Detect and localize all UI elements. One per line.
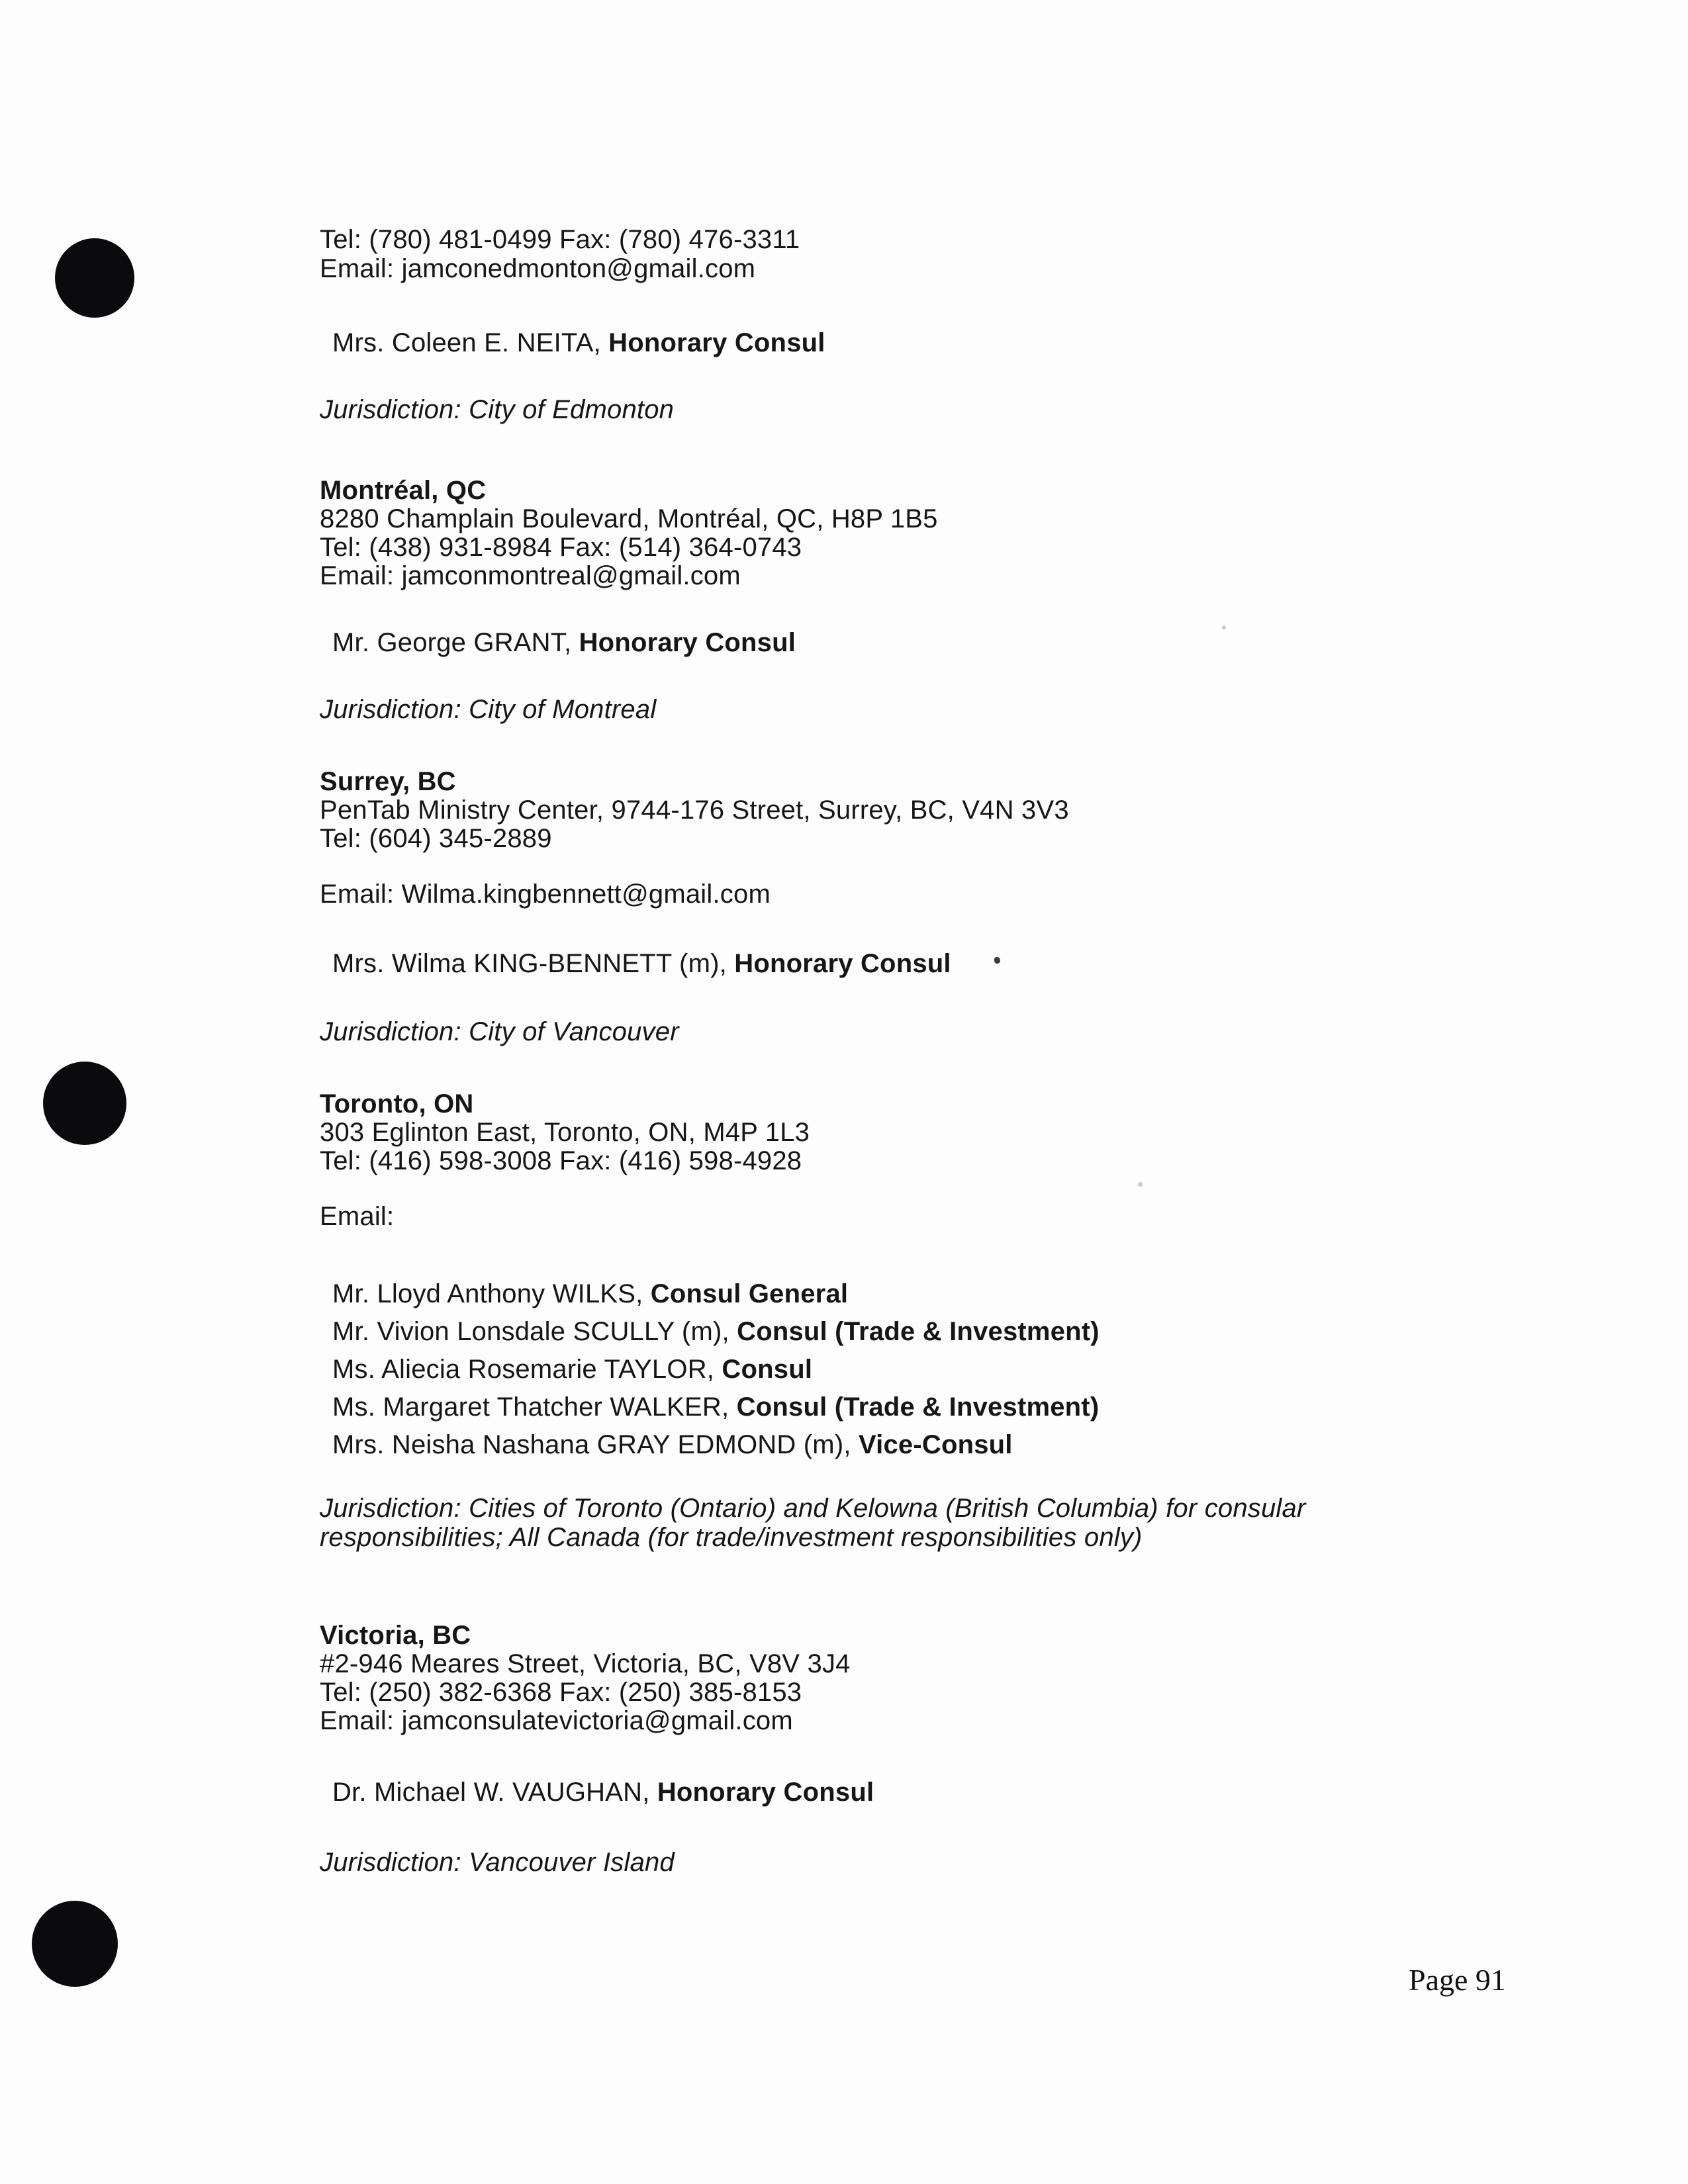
email-line: Email: jamconedmonton@gmail.com: [320, 254, 756, 283]
officer-line: [332, 1426, 1100, 1464]
jurisdiction-line: Jurisdiction: City of Vancouver: [320, 1017, 679, 1046]
email-line: Email: jamconsulatevictoria@gmail.com: [320, 1706, 793, 1735]
officer-list: [332, 1275, 1100, 1464]
city-heading: Montréal, QC: [320, 476, 487, 505]
tel-line: Tel: (438) 931-8984 Fax: (514) 364-0743: [320, 533, 802, 562]
tel-line: Tel: (416) 598-3008 Fax: (416) 598-4928: [320, 1146, 802, 1175]
officer-title: Honorary Consul: [734, 949, 951, 978]
hole-punch-mark: [43, 1062, 126, 1145]
officer-line: [332, 950, 951, 978]
address-line: 8280 Champlain Boulevard, Montréal, QC, H8P 1B5: [320, 504, 938, 533]
address-line: #2-946 Meares Street, Victoria, BC, V8V 3J4: [320, 1649, 851, 1678]
city-heading: Surrey, BC: [320, 767, 456, 796]
jurisdiction-line: responsibilities; All Canada (for trade/investment responsibilities only): [320, 1523, 1143, 1552]
officer-title: Consul (Trade & Investment): [736, 1392, 1100, 1422]
officer-title: Consul (Trade & Investment): [737, 1317, 1100, 1346]
hole-punch-mark: [32, 1901, 118, 1987]
officer-name: Mr. Lloyd Anthony WILKS,: [332, 1279, 651, 1308]
email-line: Email: Wilma.kingbennett@gmail.com: [320, 880, 771, 909]
city-heading: Toronto, ON: [320, 1089, 474, 1118]
officer-line: [332, 1275, 1100, 1313]
entry-toronto-contact: [320, 1090, 810, 1175]
officer-name: Ms. Aliecia Rosemarie TAYLOR,: [332, 1355, 722, 1384]
email-line: Email: jamconmontreal@gmail.com: [320, 561, 741, 590]
page-number: Page 91: [1409, 1963, 1506, 1997]
scan-speck: [994, 957, 1000, 964]
tel-line: Tel: (780) 481-0499 Fax: (780) 476-3311: [320, 225, 800, 254]
officer-name: Mr. Vivion Lonsdale SCULLY (m),: [332, 1317, 737, 1346]
officer-line: [332, 1388, 1100, 1426]
jurisdiction-line: Jurisdiction: City of Montreal: [320, 695, 657, 724]
entry-edmonton-contact: [320, 225, 800, 283]
officer-title: Consul: [722, 1355, 813, 1384]
officer-title: Honorary Consul: [579, 628, 796, 657]
entry-victoria-contact: [320, 1621, 851, 1735]
scan-speck: [1222, 625, 1226, 629]
hole-punch-mark: [55, 238, 134, 318]
address-line: PenTab Ministry Center, 9744-176 Street, Surrey, BC, V4N 3V3: [320, 796, 1069, 825]
jurisdiction-line: Jurisdiction: Cities of Toronto (Ontario) and Kelowna (British Columbia) for consular: [320, 1494, 1306, 1523]
officer-name: Ms. Margaret Thatcher WALKER,: [332, 1392, 737, 1422]
tel-line: Tel: (604) 345-2889: [320, 824, 552, 853]
address-line: 303 Eglinton East, Toronto, ON, M4P 1L3: [320, 1118, 810, 1147]
officer-title: Honorary Consul: [657, 1778, 874, 1807]
officer-title: Consul General: [650, 1279, 849, 1308]
officer-line: [332, 1313, 1100, 1351]
jurisdiction-line: Jurisdiction: City of Edmonton: [320, 395, 675, 424]
officer-title: Honorary Consul: [608, 328, 825, 357]
officer-name: Mrs. Coleen E. NEITA,: [332, 328, 609, 357]
officer-name: Mrs. Neisha Nashana GRAY EDMOND (m),: [332, 1430, 859, 1459]
city-heading: Victoria, BC: [320, 1621, 471, 1650]
officer-line: [332, 1778, 874, 1807]
entry-montreal-contact: [320, 477, 938, 590]
officer-name: Dr. Michael W. VAUGHAN,: [332, 1778, 657, 1807]
officer-name: Mr. George GRANT,: [332, 628, 579, 657]
entry-surrey-contact: [320, 768, 1069, 853]
officer-line: [332, 1351, 1100, 1388]
jurisdiction-block: [320, 1494, 1305, 1552]
officer-name: Mrs. Wilma KING-BENNETT (m),: [332, 949, 735, 978]
email-line: Email:: [320, 1202, 395, 1231]
officer-line: [332, 629, 796, 657]
officer-line: [332, 329, 825, 357]
jurisdiction-line: Jurisdiction: Vancouver Island: [320, 1848, 675, 1877]
scan-speck: [1138, 1182, 1143, 1187]
officer-title: Vice-Consul: [858, 1430, 1013, 1459]
tel-line: Tel: (250) 382-6368 Fax: (250) 385-8153: [320, 1678, 802, 1707]
